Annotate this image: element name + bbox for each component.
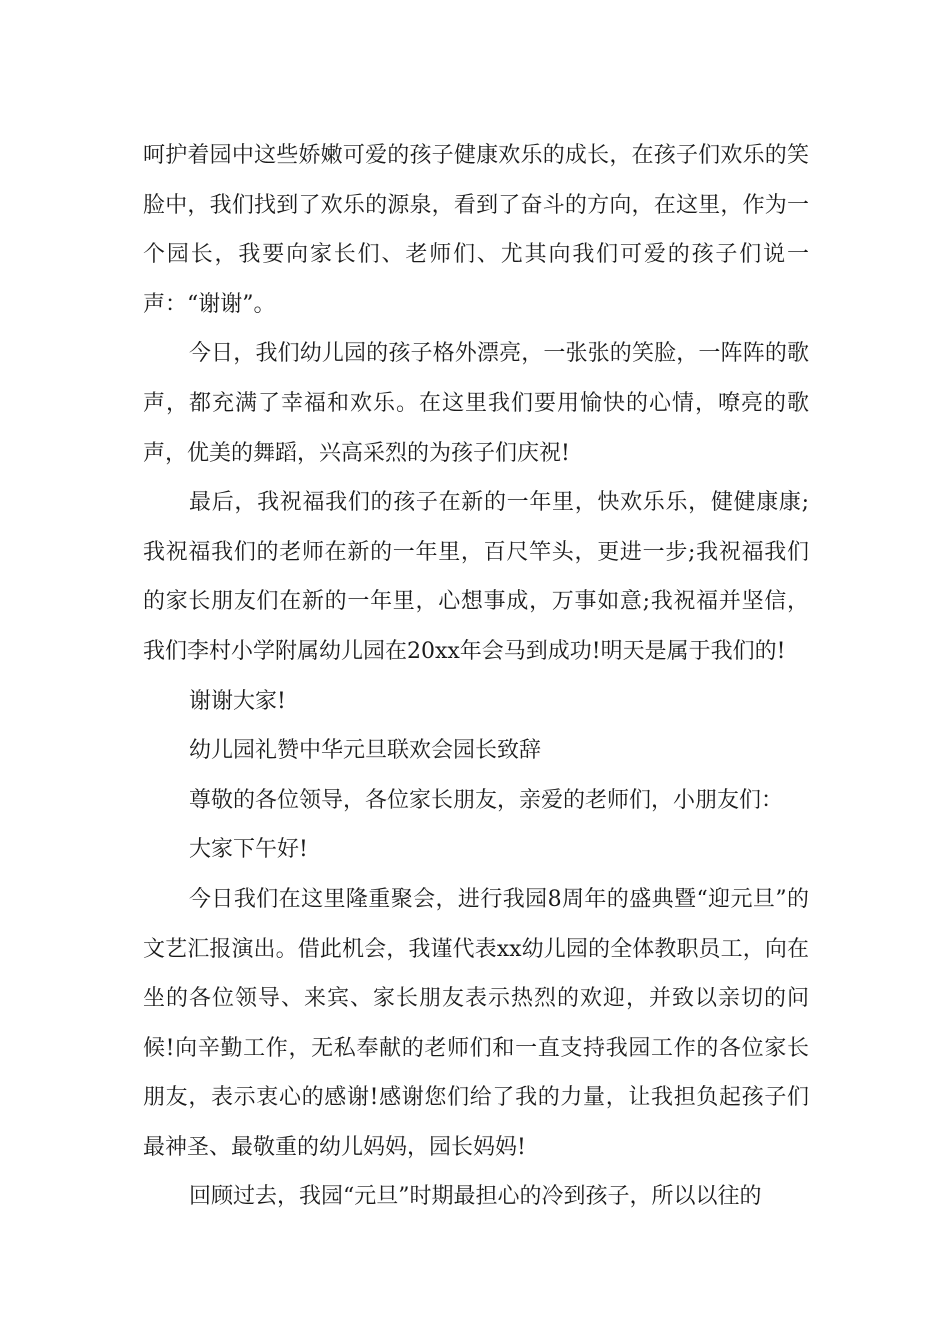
document-body: [143, 131, 809, 1222]
paragraph-1: 呵护着园中这些娇嫩可爱的孩子健康欢乐的成长，在孩子们欢乐的笑脸中，我们找到了欢乐的源泉，看到了奋斗的方向，在这里，作为一个园长，我要向家长们、老师们、尤其向我们可爱的孩子们说一声：“谢谢”。: [143, 143, 809, 317]
paragraph-4: 谢谢大家!: [189, 688, 286, 714]
paragraph-3: 最后，我祝福我们的孩子在新的一年里，快欢乐乐，健健康康;我祝福我们的老师在新的一年里，百尺竿头，更进一步;我祝福我们的家长朋友们在新的一年里，心想事成，万事如意;我祝福并坚信，我们李村小学附属幼儿园在20xx年会马到成功!明天是属于我们的!: [143, 490, 809, 664]
section-title: 幼儿园礼赞中华元旦联欢会园长致辞: [189, 738, 542, 764]
paragraph-9: 回顾过去，我园“元旦”时期最担心的冷到孩子，所以以往的: [189, 1184, 762, 1210]
paragraph-8: 今日我们在这里隆重聚会，进行我园8周年的盛典暨“迎元旦”的文艺汇报演出。借此机会，我谨代表xx幼儿园的全体教职员工，向在坐的各位领导、来宾、家长朋友表示热烈的欢迎，并致以亲切的问候!向辛勤工作，无私奉献的老师们和一直支持我园工作的各位家长朋友，表示衷心的感谢!感谢您们给了我的力量，让我担负起孩子们最神圣、最敬重的幼儿妈妈，园长妈妈!: [143, 886, 809, 1160]
paragraph-2: 今日，我们幼儿园的孩子格外漂亮，一张张的笑脸，一阵阵的歌声，都充满了幸福和欢乐。在这里我们要用愉快的心情，嘹亮的歌声，优美的舞蹈，兴高采烈的为孩子们庆祝!: [143, 341, 809, 466]
greeting: 大家下午好!: [189, 837, 308, 863]
salutation: 尊敬的各位领导，各位家长朋友，亲爱的老师们，小朋友们：: [189, 787, 784, 813]
